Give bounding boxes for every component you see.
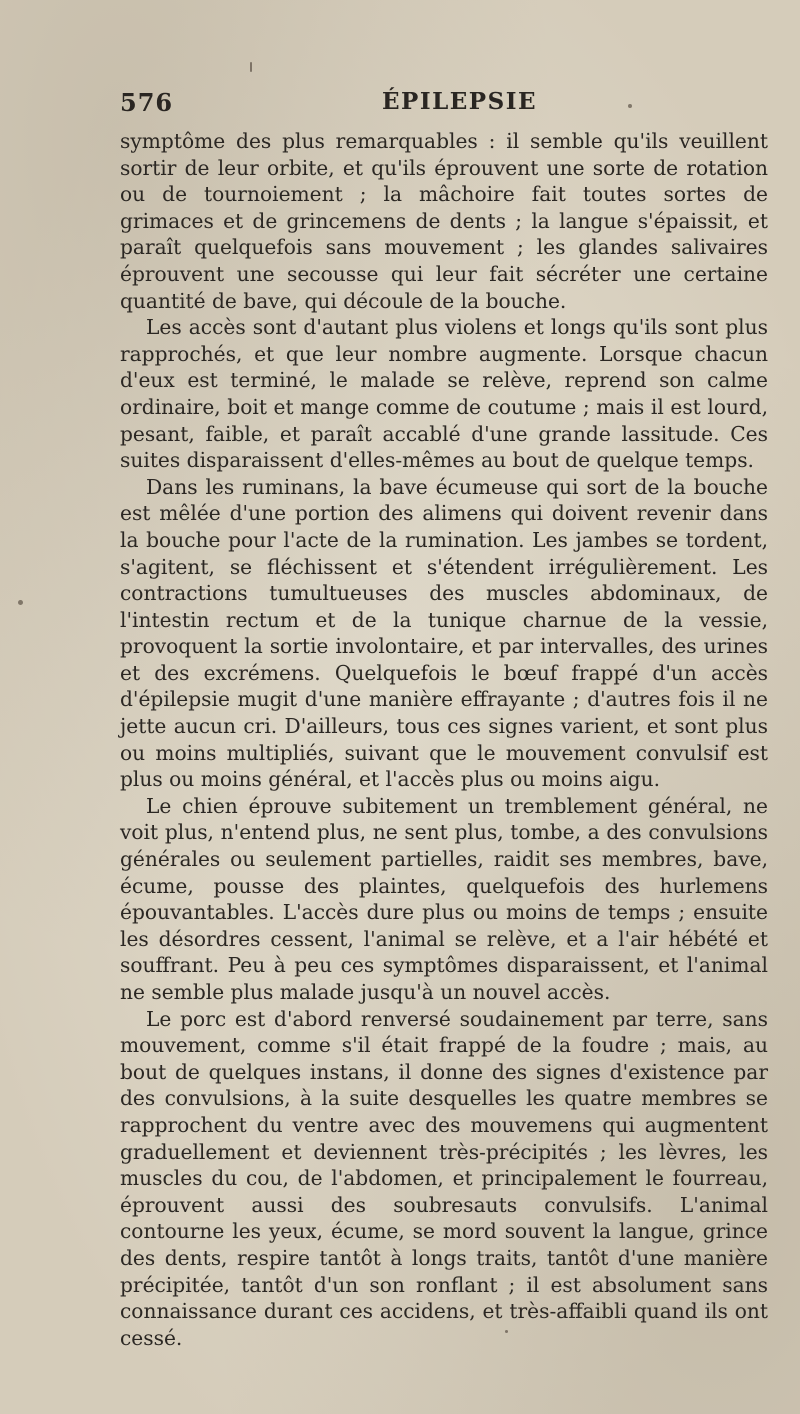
page-number: 576 [120,88,174,117]
paragraph-ruminans: Dans les ruminans, la bave écumeuse qui sort de la bouche est mêlée d'une portion des alimens qui doivent revenir dans la bouche pour l'acte de la rumination. Les jambes se tordent, s'agitent, se fléchissent et s'étendent irrégulièrement. Les contractions tumultueuses des muscles abdominaux, de l'intestin rectum et de la tunique charnue de la vessie, provoquent la sortie involontaire, et par intervalles, des urines et des excrémens. Quelquefois le bœuf frappé d'un accès d'épilepsie mugit d'une manière effrayante ; d'autres fois il ne jette aucun cri. D'ailleurs, tous ces signes varient, et sont plus ou moins multipliés, suivant que le mouvement convulsif est plus ou moins général, et l'accès plus ou moins aigu. [120,474,768,792]
running-head [120,88,680,124]
body-text [120,128,768,1351]
paragraph-porc: Le porc est d'abord renversé soudainement par terre, sans mouvement, comme s'il était frappé de la foudre ; mais, au bout de quelques instans, il donne des signes d'existence par des convulsions, à la suite desquelles les quatre membres se rapprochent du ventre avec des mouvemens qui augmentent graduellement et deviennent très-précipités ; les lèvres, les muscles du cou, de l'abdomen, et principalement le fourreau, éprouvent aussi des soubresauts convulsifs. L'animal contourne les yeux, écume, se mord souvent la langue, grince des dents, respire tantôt à longs traits, tantôt d'une manière précipitée, tantôt d'un son ronflant ; il est absolument sans connaissance durant ces accidens, et très-affaibli quand ils ont cessé. [120,1006,768,1350]
paragraph-chien: Le chien éprouve subitement un tremblement général, ne voit plus, n'entend plus, ne sent plus, tombe, a des convulsions générales ou seulement partielles, raidit ses membres, bave, écume, pousse des plaintes, quelquefois des hurlemens épouvantables. L'accès dure plus ou moins de temps ; ensuite les désordres cessent, l'animal se relève, et a l'air hébété et souffrant. Peu à peu ces symptômes disparaissent, et l'animal ne semble plus malade jusqu'à un nouvel accès. [120,793,768,1004]
paragraph-continued: symptôme des plus remarquables : il semble qu'ils veuillent sortir de leur orbite, et qu'ils éprouvent une sorte de rotation ou de tournoiement ; la mâchoire fait toutes sortes de grimaces et de grincemens de dents ; la langue s'épaissit, et paraît quelquefois sans mouvement ; les glandes salivaires éprouvent une secousse qui leur fait sécréter une certaine quantité de bave, qui découle de la bouche. [120,129,768,313]
chapter-title: ÉPILEPSIE [382,88,537,115]
paragraph-acces: Les accès sont d'autant plus violens et longs qu'ils sont plus rapprochés, et que leur nombre augmente. Lorsque chacun d'eux est terminé, le malade se relève, reprend son calme ordinaire, boit et mange comme de coutume ; mais il est lourd, pesant, faible, et paraît accablé d'une grande lassitude. Ces suites disparaissent d'elles-mêmes au bout de quelque temps. [120,315,768,473]
